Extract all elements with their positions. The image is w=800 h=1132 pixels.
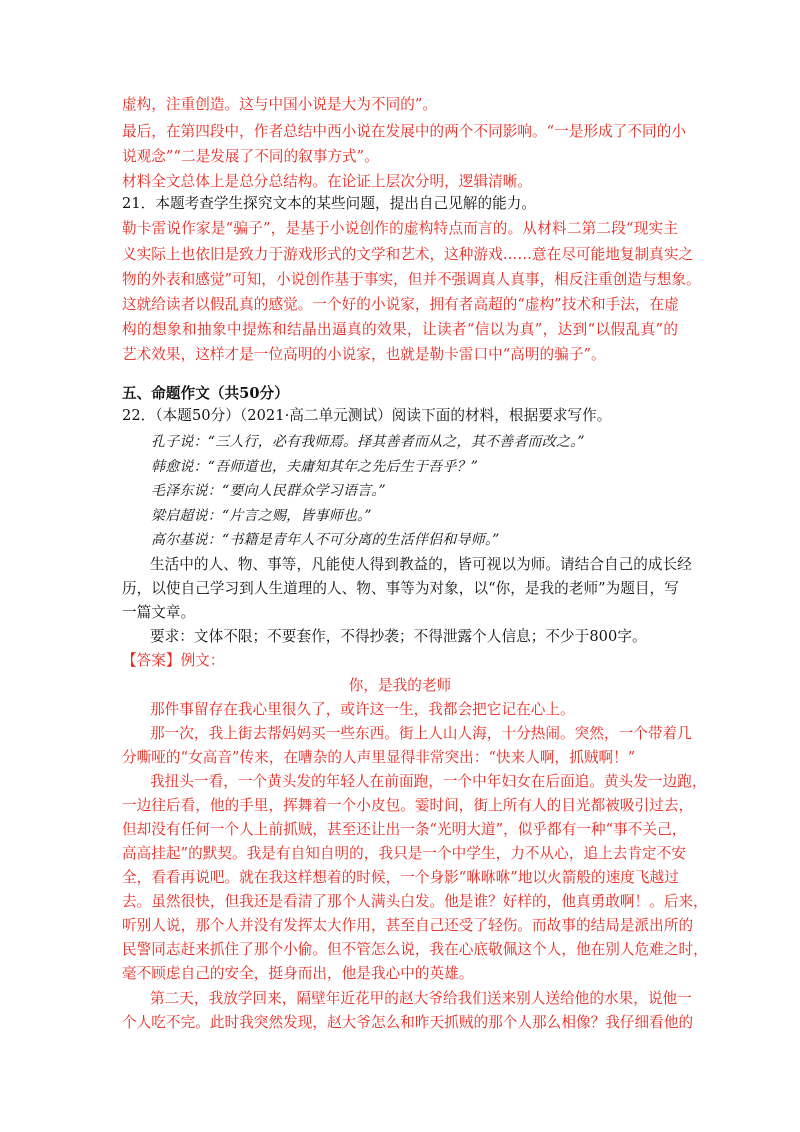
section-heading: 五、命题作文（共50分） [122,385,289,402]
prompt-paragraph: 历，以使自己学习到人生道理的人、物、事等为对象，以“你，是我的老师”为题目，写 [122,580,679,597]
essay-line: 去。虽然很快，但我还是看清了那个人满头白发。他是谁？好样的，他真勇敢啊！。后来， [122,893,708,910]
essay-line: 分嘶哑的“女高音”传来，在嘈杂的人声里显得非常突出：“快来人啊，抓贼啊！” [122,749,636,766]
quote-line: 韩愈说：“吾师道也，夫庸知其年之先后生于吾乎？” [151,459,479,475]
essay-line: 那件事留存在我心里很久了，或许这一生，我都会把它记在心上。 [150,701,575,718]
analysis-line: 最后，在第四段中，作者总结中西小说在发展中的两个不同影响。“一是形成了不同的小 [122,123,686,140]
analysis-line: 物的外表和感觉”可知，小说创作基于事实，但并不强调真人真事，相反注重创造与想象。 [122,271,701,288]
essay-line: 高高挂起”的默契。我是有自知自明的，我只是一个中学生，力不从心，追上去肯定不安 [122,845,686,862]
analysis-line: 勒卡雷说作家是“骗子”，是基于小说创作的虚构特点而言的。从材料二第二段“现实主 [122,220,678,237]
essay-line: 个人吃不完。此时我突然发现，赵大爷怎么和昨天抓贼的那个人那么相像？我仔细看他的 [122,1014,694,1031]
analysis-line: 构的想象和抽象中提炼和结晶出逼真的效果，让读者“信以为真”，达到“以假乱真”的 [122,321,678,338]
quote-line: 梁启超说：“片言之赐，皆事师也。” [151,508,372,524]
essay-title: 你，是我的老师 [348,677,452,694]
essay-line: 但却没有任何一个人上前抓贼，甚至还让出一条“光明大道”，似乎都有一种“事不关己， [122,821,687,838]
essay-line: 民警同志赶来抓住了那个小偷。但不管怎么说，我在心底敬佩这个人，他在别人危难之时， [122,941,708,958]
essay-line: 第二天，我放学回来，隔壁年近花甲的赵大爷给我们送来别人送给他的水果，说他一 [150,990,692,1007]
essay-line: 毫不顾虑自己的安全，挺身而出，他是我心中的英雄。 [122,965,474,982]
analysis-line: 虚构，注重创造。这与中国小说是大为不同的”。 [122,96,438,113]
analysis-line: 说观念”“二是发展了不同的叙事方式”。 [122,148,379,165]
essay-line: 一边往后看，他的手里，挥舞着一个小皮包。霎时间，街上所有人的目光都被吸引过去， [122,797,694,814]
requirements: 要求：文体不限；不要套作，不得抄袭；不得泄露个人信息；不少于800字。 [150,628,647,645]
essay-line: 那一次，我上街去帮妈妈买一些东西。街上人山人海，十分热闹。突然，一个带着几 [150,725,692,742]
prompt-paragraph: 一篇文章。 [122,604,196,621]
quote-line: 毛泽东说：“要向人民群众学习语言。” [151,483,386,499]
analysis-line: 艺术效果，这样才是一位高明的小说家，也就是勒卡雷口中“高明的骗子”。 [122,346,606,363]
essay-line: 我扭头一看，一个黄头发的年轻人在前面跑，一个中年妇女在后面追。黄头发一边跑， [150,773,707,790]
analysis-line: 材料全文总体上是总分总结构。在论证上层次分明，逻辑清晰。 [122,173,533,190]
quote-line: 高尔基说：“书籍是青年人不可分离的生活伴侣和导师。” [151,532,500,548]
question-22-prompt: 22．（本题50分）（2021·高二单元测试）阅读下面的材料，根据要求写作。 [122,407,612,424]
essay-line: 全，看看再说吧。就在我这样想着的时候，一个身影“咻咻咻”地以火箭般的速度飞越过 [122,869,679,886]
analysis-line: 义实际上也依旧是致力于游戏形式的文学和艺术，这种游戏……意在尽可能地复制真实之 [122,246,694,263]
prompt-paragraph: 生活中的人、物、事等，凡能使人得到教益的，皆可视以为师。请结合自己的成长经 [150,556,692,573]
analysis-line: 这就给读者以假乱真的感觉。一个好的小说家，拥有者高超的“虚构”技术和手法，在虚 [122,296,679,313]
answer-label: 【答案】例文： [122,652,225,669]
quote-line: 孔子说：“三人行，必有我师焉。择其善者而从之，其不善者而改之。” [151,434,585,450]
question-21-analysis: 21．本题考查学生探究文本的某些问题，提出自己见解的能力。 [122,195,537,212]
essay-line: 听别人说，那个人并没有发挥太大作用，甚至自己还受了轻伤。而故事的结局是派出所的 [122,917,694,934]
